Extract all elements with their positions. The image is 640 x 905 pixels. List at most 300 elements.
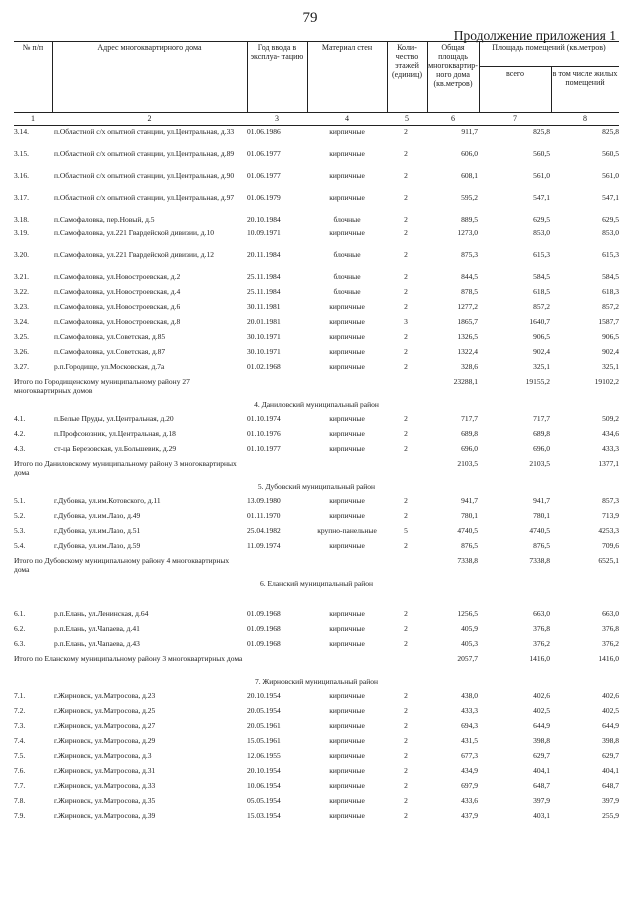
table-row [14,640,619,655]
row-area-living: 4253,3 [598,526,619,535]
row-total-area: 433,3 [461,706,478,715]
total-area-living: 6525,1 [598,556,619,565]
row-total-area: 4740,5 [457,526,478,535]
row-area-living: 561,0 [602,171,619,180]
row-total-area: 437,9 [461,811,478,820]
row-walls: кирпичные [329,721,365,730]
row-year: 11.09.1974 [247,541,281,550]
row-total-area: 1277,2 [457,302,478,311]
table-row [14,722,619,737]
row-address: р.п.Елань, ул.Чапаева, д.41 [54,624,140,633]
row-address: п.Самофаловка, ул.Новостроевская, д.4 [54,287,181,296]
row-year: 01.06.1979 [247,193,281,202]
table-row [14,415,619,430]
row-number: 7.5. [14,751,26,760]
row-floors: 2 [404,496,408,505]
col-number: 5 [405,114,409,123]
row-area-all: 584,5 [533,272,550,281]
row-area-living: 434,6 [602,429,619,438]
row-address: п.Самофаловка, пер.Новый, д.5 [54,215,155,224]
row-walls: кирпичные [329,781,365,790]
table-row [14,610,619,625]
row-floors: 2 [404,624,408,633]
row-walls: кирпичные [329,302,365,311]
row-floors: 2 [404,171,408,180]
row-number: 7.1. [14,691,26,700]
row-floors: 2 [404,609,408,618]
row-number: 4.1. [14,414,26,423]
row-area-living: 906,5 [602,332,619,341]
row-total-area: 405,3 [461,639,478,648]
row-walls: кирпичные [329,193,365,202]
row-total-area: 1256,5 [457,609,478,618]
row-address: г.Дубовка, ул.им.Лазо, д.59 [54,541,141,550]
row-walls: кирпичные [329,149,365,158]
row-year: 10.06.1954 [247,781,281,790]
row-address: г.Жирновск, ул.Матросова, д.33 [54,781,156,790]
total-area-living: 1377,1 [598,459,619,468]
row-area-living: 402,6 [602,691,619,700]
row-address: п.Областной с/х опытной станции, ул.Центральная, д.33 [54,127,235,136]
row-year: 01.10.1976 [247,429,281,438]
table-row [14,692,619,707]
row-area-living: 857,3 [602,496,619,505]
row-area-all: 397,9 [533,796,550,805]
row-year: 20.10.1984 [247,215,281,224]
column-numbers [14,113,619,126]
table-row [14,194,619,216]
row-number: 7.6. [14,766,26,775]
row-address: п.Самофаловка, ул.Советская, д.85 [54,332,166,341]
col-number: 8 [583,114,587,123]
row-floors: 2 [404,511,408,520]
row-total-area: 941,7 [461,496,478,505]
row-year: 01.09.1968 [247,639,281,648]
row-area-all: 902,4 [533,347,550,356]
total-label: Итого по Даниловскому муниципальному району 3 многоквартирных дома [14,459,237,477]
row-total-area: 434,9 [461,766,478,775]
row-address: г.Дубовка, ул.им.Лазо, д.49 [54,511,141,520]
page-number: 79 [302,10,318,26]
row-floors: 2 [404,444,408,453]
row-floors: 2 [404,302,408,311]
table-row [14,542,619,557]
col-number: 2 [147,114,152,123]
row-walls: кирпичные [329,691,365,700]
row-number: 3.24. [14,317,29,326]
row-address: р.п.Елань, ул.Ленинская, д.64 [54,609,149,618]
row-year: 15.03.1954 [247,811,281,820]
row-year: 25.11.1984 [247,272,281,281]
table-row [14,318,619,333]
row-area-living: 853,0 [602,228,619,237]
row-area-living: 402,5 [602,706,619,715]
row-floors: 2 [404,706,408,715]
row-number: 5.3. [14,526,26,535]
row-walls: кирпичные [329,639,365,648]
row-number: 3.18. [14,215,29,224]
table-row [14,625,619,640]
row-number: 5.4. [14,541,26,550]
row-number: 3.20. [14,250,29,259]
row-address: п.Областной с/х опытной станции, ул.Центральная, д.97 [54,193,235,202]
table-row [14,150,619,172]
row-area-all: 648,7 [533,781,550,790]
row-year: 12.06.1955 [247,751,281,760]
row-address: п.Областной с/х опытной станции, ул.Центральная, д.90 [54,171,235,180]
row-number: 3.16. [14,171,29,180]
district-heading: 7. Жирновский муниципальный район [254,677,379,686]
row-walls: кирпичные [329,796,365,805]
header-premises-area: Площадь помещений (кв.метров) [492,43,606,52]
col-number: 3 [275,114,279,123]
header-year: Год ввода в эксплуа- тацию [250,43,304,61]
row-area-all: 4740,5 [529,526,550,535]
row-number: 3.25. [14,332,29,341]
total-area: 23288,1 [453,377,478,386]
row-total-area: 876,5 [461,541,478,550]
row-number: 7.9. [14,811,26,820]
row-total-area: 438,0 [461,691,478,700]
row-address: п.Самофаловка, ул.Новостроевская, д.2 [54,272,181,281]
row-area-living: 663,0 [602,609,619,618]
row-year: 01.06.1977 [247,149,281,158]
row-walls: кирпичные [329,332,365,341]
row-number: 5.2. [14,511,26,520]
row-walls: кирпичные [329,414,365,423]
row-area-all: 696,0 [533,444,550,453]
total-label: Итого по Дубовскому муниципальному району 4 многоквартирных дома [14,556,230,574]
row-area-all: 325,1 [533,362,550,371]
row-total-area: 694,3 [461,721,478,730]
table-row [14,797,619,812]
row-walls: кирпичные [329,811,365,820]
table-row [14,430,619,445]
table-row [14,363,619,378]
row-area-all: 717,7 [533,414,550,423]
row-address: г.Жирновск, ул.Матросова, д.31 [54,766,156,775]
row-total-area: 697,9 [461,781,478,790]
row-area-all: 1640,7 [529,317,550,326]
row-area-living: 709,6 [602,541,619,550]
header-num: № п/п [22,43,44,52]
total-row [14,655,619,677]
row-area-all: 853,0 [533,228,550,237]
row-number: 3.14. [14,127,29,136]
table-row [14,288,619,303]
row-area-all: 376,8 [533,624,550,633]
table-row [14,767,619,782]
row-number: 3.17. [14,193,29,202]
row-year: 01.06.1986 [247,127,281,136]
row-walls: кирпичные [329,347,365,356]
row-floors: 2 [404,751,408,760]
row-year: 01.11.1970 [247,511,281,520]
row-floors: 3 [404,317,408,326]
row-number: 3.26. [14,347,29,356]
row-floors: 2 [404,127,408,136]
table-body [14,126,619,827]
row-address: г.Жирновск, ул.Матросова, д.39 [54,811,156,820]
row-floors: 2 [404,332,408,341]
row-walls: кирпичные [329,444,365,453]
row-area-all: 629,7 [533,751,550,760]
row-number: 7.3. [14,721,26,730]
row-area-all: 618,5 [533,287,550,296]
row-area-living: 560,5 [602,149,619,158]
row-area-living: 376,8 [602,624,619,633]
table-row [14,497,619,512]
row-number: 6.1. [14,609,26,618]
row-area-living: 325,1 [602,362,619,371]
row-walls: кирпичные [329,511,365,520]
total-area: 2103,5 [457,459,478,468]
row-walls: кирпичные [329,496,365,505]
row-floors: 2 [404,736,408,745]
row-address: п.Самофаловка, ул.Советская, д.87 [54,347,166,356]
table-row [14,229,619,251]
row-number: 7.8. [14,796,26,805]
row-area-all: 825,8 [533,127,550,136]
row-year: 05.05.1954 [247,796,281,805]
row-area-all: 780,1 [533,511,550,520]
row-area-all: 615,3 [533,250,550,259]
row-floors: 2 [404,811,408,820]
table-row [14,737,619,752]
row-area-living: 584,5 [602,272,619,281]
row-number: 3.15. [14,149,29,158]
row-total-area: 431,5 [461,736,478,745]
row-year: 20.10.1954 [247,766,281,775]
district-heading: 5. Дубовский муниципальный район [257,482,376,491]
row-floors: 2 [404,215,408,224]
row-total-area: 433,6 [461,796,478,805]
row-year: 01.10.1977 [247,444,281,453]
header-all: всего [505,69,524,78]
row-area-all: 644,9 [533,721,550,730]
row-area-living: 404,1 [602,766,619,775]
row-area-living: 644,9 [602,721,619,730]
row-total-area: 677,3 [461,751,478,760]
row-year: 25.11.1984 [247,287,281,296]
row-floors: 2 [404,639,408,648]
row-year: 01.06.1977 [247,171,281,180]
header-living: в том числе жилых помещений [552,69,618,87]
row-year: 30.10.1971 [247,347,281,356]
row-area-all: 857,2 [533,302,550,311]
table-row [14,303,619,318]
table-row [14,812,619,827]
row-total-area: 844,5 [461,272,478,281]
col-number: 7 [513,114,517,123]
row-address: г.Жирновск, ул.Матросова, д.35 [54,796,156,805]
row-year: 25.04.1982 [247,526,281,535]
row-area-all: 906,5 [533,332,550,341]
table-row [14,128,619,150]
row-address: п.Самофаловка, ул.Новостроевская, д.8 [54,317,181,326]
row-walls: блочные [333,250,361,259]
table-row [14,782,619,797]
row-walls: кирпичные [329,362,365,371]
row-walls: кирпичные [329,541,365,550]
row-area-living: 825,8 [602,127,619,136]
row-area-all: 663,0 [533,609,550,618]
row-walls: блочные [333,272,361,281]
row-area-all: 403,1 [533,811,550,820]
row-address: г.Жирновск, ул.Матросова, д.25 [54,706,156,715]
row-number: 3.22. [14,287,29,296]
row-floors: 2 [404,429,408,438]
row-walls: кирпичные [329,706,365,715]
table-row [14,752,619,767]
row-floors: 2 [404,362,408,371]
row-total-area: 875,3 [461,250,478,259]
row-total-area: 608,1 [461,171,478,180]
row-area-living: 397,9 [602,796,619,805]
row-number: 3.27. [14,362,29,371]
row-total-area: 780,1 [461,511,478,520]
row-total-area: 1326,5 [457,332,478,341]
row-address: р.п.Городище, ул.Московская, д.7а [54,362,165,371]
row-year: 20.05.1961 [247,721,281,730]
row-area-living: 629,7 [602,751,619,760]
row-address: п.Профсоюзник, ул.Центральная, д.18 [54,429,176,438]
header-walls: Материал стен [321,43,373,52]
total-area-all: 1416,0 [529,654,550,663]
row-area-living: 433,3 [602,444,619,453]
row-total-area: 606,0 [461,149,478,158]
district-heading: 6. Еланский муниципальный район [260,579,373,588]
row-area-all: 561,0 [533,171,550,180]
row-year: 01.09.1968 [247,609,281,618]
row-walls: блочные [333,287,361,296]
table-row [14,172,619,194]
row-floors: 2 [404,228,408,237]
row-address: г.Дубовка, ул.им.Котовского, д.11 [54,496,161,505]
row-floors: 2 [404,721,408,730]
table-row [14,273,619,288]
row-address: г.Жирновск, ул.Матросова, д.3 [54,751,152,760]
row-year: 01.02.1968 [247,362,281,371]
row-address: ст-ца Березовская, ул.Большевик, д.29 [54,444,177,453]
row-address: п.Самофаловка, ул.221 Гвардейской дивизии, д.10 [54,228,214,237]
table-row [14,251,619,273]
row-floors: 2 [404,691,408,700]
header-total-area: Общая площадь многоквартир- ного дома (кв.метров) [428,43,478,88]
total-area-all: 19155,2 [525,377,550,386]
row-year: 20.10.1954 [247,691,281,700]
row-walls: кирпичные [329,228,365,237]
col-number: 4 [345,114,349,123]
total-label: Итого по Городищенскому муниципальному району 27 многоквартирных домов [14,377,190,395]
total-row [14,378,619,400]
housing-table [14,41,619,827]
row-address: р.п.Елань, ул.Чапаева, д.43 [54,639,140,648]
total-area-living: 1416,0 [598,654,619,663]
header-address: Адрес многоквартирного дома [97,43,202,52]
row-year: 20.11.1984 [247,250,281,259]
row-number: 6.2. [14,624,26,633]
row-area-all: 402,5 [533,706,550,715]
row-area-living: 857,2 [602,302,619,311]
row-area-all: 404,1 [533,766,550,775]
row-year: 30.10.1971 [247,332,281,341]
row-walls: кирпичные [329,127,365,136]
row-number: 7.2. [14,706,26,715]
table-row [14,707,619,722]
district-heading: 4. Даниловский муниципальный район [254,400,379,409]
table-row [14,333,619,348]
total-area-all: 2103,5 [529,459,550,468]
row-area-living: 509,2 [602,414,619,423]
row-number: 6.3. [14,639,26,648]
row-area-living: 713,9 [602,511,619,520]
row-year: 01.09.1968 [247,624,281,633]
row-total-area: 878,5 [461,287,478,296]
row-area-living: 902,4 [602,347,619,356]
row-walls: блочные [333,215,361,224]
row-walls: кирпичные [329,751,365,760]
row-floors: 2 [404,347,408,356]
row-area-living: 398,8 [602,736,619,745]
row-total-area: 889,5 [461,215,478,224]
row-area-all: 941,7 [533,496,550,505]
row-total-area: 595,2 [461,193,478,202]
total-row [14,460,619,482]
total-row [14,557,619,579]
row-number: 3.19. [14,228,29,237]
row-year: 13.09.1980 [247,496,281,505]
row-number: 3.21. [14,272,29,281]
row-area-all: 876,5 [533,541,550,550]
row-total-area: 1273,0 [457,228,478,237]
row-walls: кирпичные [329,317,365,326]
row-total-area: 689,8 [461,429,478,438]
table-row [14,348,619,363]
row-area-living: 615,3 [602,250,619,259]
row-floors: 2 [404,414,408,423]
row-total-area: 328,6 [461,362,478,371]
table-row [14,445,619,460]
row-year: 20.01.1981 [247,317,281,326]
row-total-area: 1322,4 [457,347,478,356]
row-address: п.Областной с/х опытной станции, ул.Центральная, д.89 [54,149,235,158]
col-number: 6 [451,114,455,123]
table-row [14,512,619,527]
row-address: п.Белые Пруды, ул.Центральная, д.20 [54,414,174,423]
header-floors: Коли- чество этажей (единиц) [392,43,422,79]
row-year: 20.05.1954 [247,706,281,715]
row-year: 15.05.1961 [247,736,281,745]
row-area-living: 376,2 [602,639,619,648]
row-year: 01.10.1974 [247,414,281,423]
row-area-all: 376,2 [533,639,550,648]
row-floors: 2 [404,781,408,790]
row-address: п.Самофаловка, ул.221 Гвардейской дивизии, д.12 [54,250,214,259]
total-area-living: 19102,2 [594,377,619,386]
row-floors: 2 [404,149,408,158]
row-area-living: 547,1 [602,193,619,202]
row-floors: 2 [404,250,408,259]
row-year: 30.11.1981 [247,302,281,311]
row-floors: 2 [404,541,408,550]
row-address: г.Жирновск, ул.Матросова, д.23 [54,691,156,700]
row-floors: 2 [404,766,408,775]
total-label: Итого по Еланскому муниципальному району 3 многоквартирных дома [14,654,243,663]
row-total-area: 911,7 [461,127,478,136]
col-number: 1 [31,114,35,123]
row-area-living: 648,7 [602,781,619,790]
